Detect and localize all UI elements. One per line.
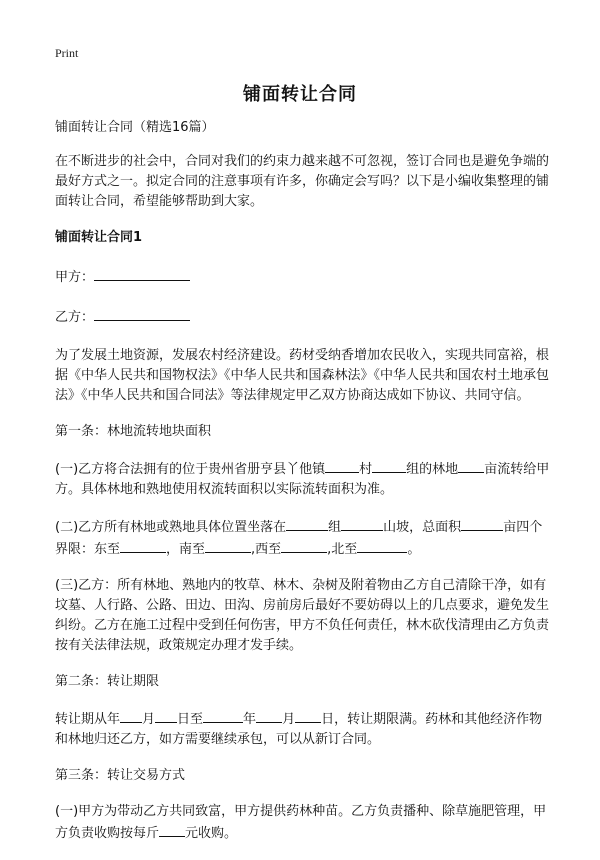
east-blank	[120, 538, 166, 553]
clause-1-2	[55, 516, 550, 560]
clause-2-text-b: 月	[142, 712, 156, 727]
clause-1-1-text-d: 亩流转给甲方。具体林地和熟地使用权流转面积以实际流转面积为准。	[55, 462, 550, 497]
clause-1-2-text-d: 亩四个界限：东至	[55, 520, 543, 557]
clause-1-2-text-c: 山坡，总面积	[383, 520, 462, 535]
intro-paragraph: 在不断进步的社会中，合同对我们的约束力越来越不可忽视，签订合同也是避免争端的最好方式之一。拟定合同的注意事项有许多，你确定会写吗？以下是小编收集整理的铺面转让合同，希望能够帮助到大家。	[55, 154, 550, 209]
print-link[interactable]: Print	[55, 46, 79, 60]
end-month-blank	[256, 708, 282, 723]
start-month-blank	[120, 708, 142, 723]
clause-1-2-text-f: ,西至	[251, 542, 282, 557]
west-blank	[281, 538, 327, 553]
purpose-paragraph: 为了发展土地资源，发展农村经济建设。药材受纳香增加农民收入，实现共同富裕，根据《中华人民共和国物权法》《中华人民共和国森林法》《中华人民共和国农村土地承包法》《中华人民共和国合同法》等法律规定甲乙双方协商达成如下协议、共同守信。	[55, 348, 550, 403]
party-b-line	[55, 306, 550, 328]
end-day-blank	[295, 708, 321, 723]
end-year-blank	[203, 708, 243, 723]
clause-2-text-d: 年	[243, 712, 257, 727]
clause-2-text-c: 日至	[177, 712, 204, 727]
clause-1-2-text-b: 组	[328, 520, 342, 535]
village-blank	[325, 458, 359, 473]
clause-2-text-e: 月	[282, 712, 296, 727]
clause-2	[55, 708, 550, 750]
document-title: 铺面转让合同	[243, 84, 357, 105]
clause-1-1	[55, 458, 550, 500]
group-blank	[372, 458, 406, 473]
article-1-heading: 第一条：林地流转地块面积	[55, 424, 212, 439]
section-heading: 铺面转让合同1	[55, 230, 143, 245]
start-day-blank	[155, 708, 177, 723]
clause-2-text-f: 日，转让期限满。药林和其他经济作物和林地归还乙方，如方需要继续承包，可以从新订合同。	[55, 712, 543, 747]
total-area-blank	[461, 516, 503, 531]
article-3-heading: 第三条：转让交易方式	[55, 768, 186, 783]
clause-3-1-text-b: 元收购。	[185, 826, 238, 841]
area-blank	[458, 458, 484, 473]
clause-1-1-text-a: (一)乙方将合法拥有的位于贵州省册亨县丫他镇	[55, 462, 326, 477]
clause-1-2-text-g: ,北至	[327, 542, 358, 557]
slope-blank	[341, 516, 383, 531]
clause-1-2-text-h: 。	[407, 542, 421, 557]
clause-1-1-text-c: 组的林地	[406, 462, 459, 477]
party-a-label: 甲方：	[55, 270, 95, 285]
article-2-heading: 第二条：转让期限	[55, 674, 160, 689]
party-b-blank	[94, 306, 190, 321]
north-blank	[357, 538, 407, 553]
location-blank	[286, 516, 328, 531]
clause-2-text-a: 转让期从年	[55, 712, 121, 727]
party-b-label: 乙方：	[55, 310, 95, 325]
clause-3-1-text-a: (一)甲方为带动乙方共同致富，甲方提供药林种苗。乙方负责播种、除草施肥管理，甲方负责收购按每斤	[55, 804, 547, 841]
document-subtitle: 铺面转让合同（精选16篇）	[55, 120, 215, 135]
clause-3-1	[55, 802, 550, 844]
party-a-blank	[94, 266, 190, 281]
party-a-line	[55, 266, 550, 288]
clause-1-2-text-a: (二)乙方所有林地或熟地具体位置坐落在	[55, 520, 287, 535]
price-blank	[159, 822, 185, 837]
south-blank	[205, 538, 251, 553]
document-body	[55, 118, 550, 860]
clause-1-1-text-b: 村	[359, 462, 373, 477]
clause-1-3: (三)乙方：所有林地、熟地内的牧草、林木、杂树及附着物由乙方自己清除干净，如有坟墓、人行路、公路、田边、田沟、房前房后最好不要妨碍以上的几点要求，避免发生纠纷。乙方在施工过程中受到任何伤害，甲方不负任何责任，林木砍伐清理由乙方负责按有关法律法规，政策规定办理才发手续。	[55, 578, 550, 653]
clause-1-2-text-e: ，南至	[166, 542, 206, 557]
